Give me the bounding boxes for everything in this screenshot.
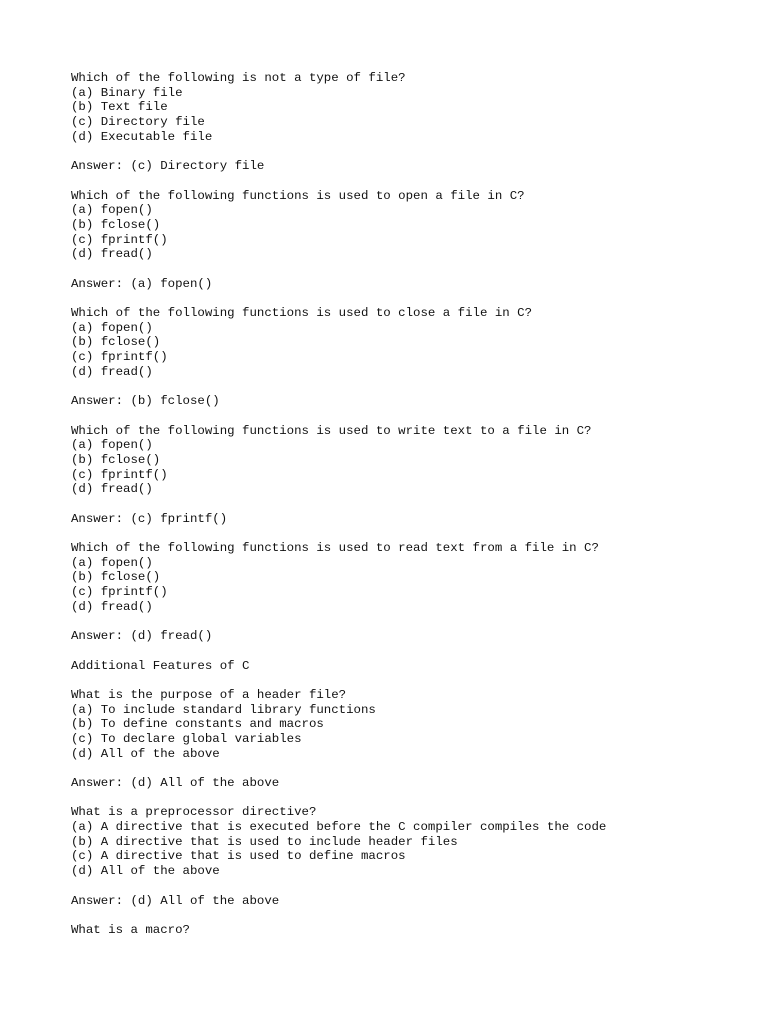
blank-line [71,761,731,776]
answer-option: (b) To define constants and macros [71,717,324,732]
answer-option: (d) fread() [71,599,153,614]
answer-option: (d) fread() [71,247,153,262]
blank-line [71,379,731,394]
answer-option: (a) fopen() [71,320,153,335]
answer-line: Answer: (c) Directory file [71,159,265,174]
answer-line: Answer: (d) fread() [71,629,213,644]
blank-line [71,291,731,306]
answer-line: Answer: (c) fprintf() [71,511,228,526]
answer-option: (b) Text file [71,100,168,115]
question-text: What is the purpose of a header file? [71,687,347,702]
answer-option: (a) fopen() [71,438,153,453]
question-text: Which of the following functions is used to write text to a file in C? [71,423,592,438]
answer-option: (a) fopen() [71,203,153,218]
blank-line [71,409,731,424]
answer-option: (c) fprintf() [71,585,168,600]
answer-option: (c) fprintf() [71,232,168,247]
answer-option: (d) Executable file [71,129,213,144]
blank-line [71,879,731,894]
blank-line [71,144,731,159]
answer-option: (b) fclose() [71,570,161,585]
blank-line [71,673,731,688]
answer-option: (b) A directive that is used to include header files [71,834,458,849]
answer-line: Answer: (d) All of the above [71,776,280,790]
blank-line [71,908,731,923]
question-text: What is a preprocessor directive? [71,805,317,820]
document-page [71,71,731,938]
blank-line [71,526,731,541]
answer-option: (c) To declare global variables [71,731,302,746]
question-text: Which of the following functions is used to read text from a file in C? [71,541,599,555]
blank-line [71,791,731,806]
answer-option: (c) fprintf() [71,467,168,482]
answer-option: (a) Binary file [71,85,183,100]
question-text: Which of the following functions is used to open a file in C? [71,188,525,203]
answer-option: (a) A directive that is executed before the C compiler compiles the code [71,820,607,835]
question-text: Which of the following functions is used to close a file in C? [71,306,533,320]
answer-line: Answer: (b) fclose() [71,394,220,409]
answer-option: (c) Directory file [71,115,205,130]
answer-option: (d) fread() [71,482,153,497]
answer-option: (b) fclose() [71,335,161,350]
blank-line [71,614,731,629]
question-text: Which of the following is not a type of file? [71,71,406,85]
answer-option: (a) To include standard library functions [71,702,376,717]
blank-line [71,174,731,189]
answer-option: (d) fread() [71,364,153,379]
answer-option: (b) fclose() [71,217,161,232]
answer-option: (b) fclose() [71,452,161,467]
answer-option: (c) A directive that is used to define macros [71,849,406,864]
section-heading: Additional Features of C [71,658,250,673]
answer-option: (d) All of the above [71,746,220,761]
blank-line [71,644,731,659]
answer-line: Answer: (a) fopen() [71,276,213,291]
question-text: What is a macro? [71,922,190,937]
answer-option: (c) fprintf() [71,350,168,365]
blank-line [71,262,731,277]
answer-option: (d) All of the above [71,864,220,879]
answer-option: (a) fopen() [71,555,153,570]
blank-line [71,497,731,512]
answer-line: Answer: (d) All of the above [71,893,280,908]
